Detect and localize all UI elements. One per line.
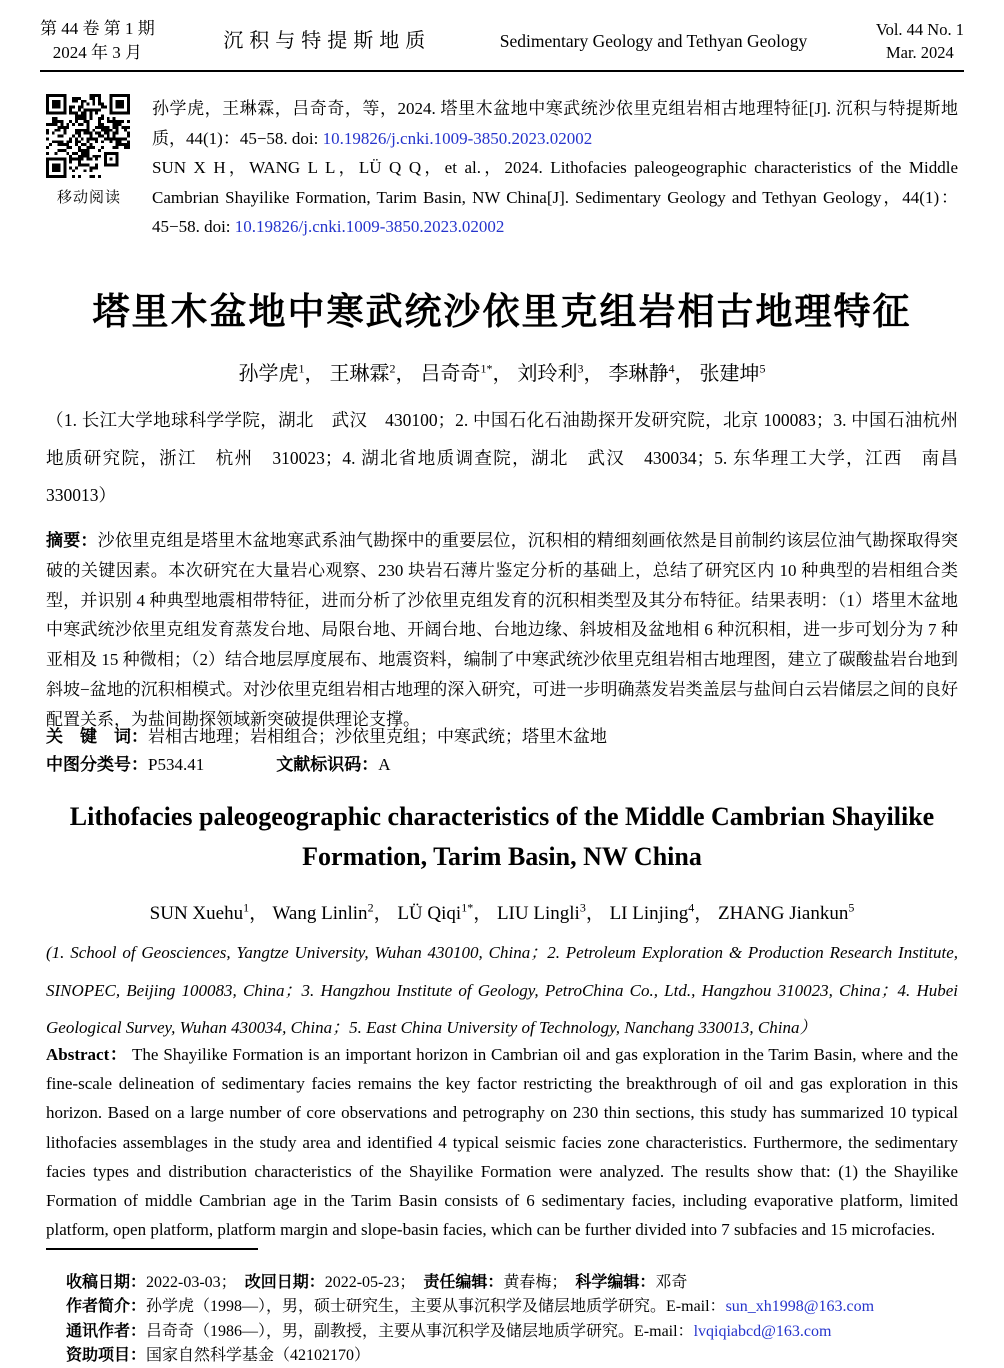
author-en bbox=[272, 900, 393, 924]
author-sup: 1 bbox=[243, 900, 250, 915]
footnote-block bbox=[66, 1271, 958, 1368]
author-cn bbox=[609, 363, 695, 385]
authors-line-cn bbox=[0, 357, 1004, 386]
author-sup: 4 bbox=[688, 900, 695, 915]
paper-title-cn: 塔里木盆地中寒武统沙依里克组岩相古地理特征 bbox=[92, 291, 912, 332]
science-editor-label: 科学编辑： bbox=[575, 1274, 656, 1291]
author-en bbox=[496, 900, 605, 924]
clc-value: P534.41 bbox=[148, 755, 205, 774]
keywords-text-cn: 岩相古地理；岩相组合；沙依里克组；中寒武统；塔里木盆地 bbox=[148, 727, 607, 746]
author-name: 王琳霖 bbox=[329, 363, 390, 385]
received-label: 收稿日期： bbox=[66, 1274, 147, 1291]
author-sup: 3 bbox=[579, 900, 586, 915]
citation-text bbox=[152, 94, 958, 242]
affiliations-en: (1. School of Geosciences, Yangtze University, Wuhan 430100, China；2. Petroleum Exploration & Production Research Institute, SINOPEC, Beijing 100083, China；3. Hangzhou Institute of Geology, PetroChina Co., Ltd., Hangzhou 310023, China；4. Hubei Geological Survey, Wuhan 430034, China；5. East China University of Technology, Nanchang 330013, China） bbox=[46, 943, 958, 1037]
bio-email-link[interactable]: sun_xh1998@163.com bbox=[725, 1298, 875, 1316]
citation-en-doi-link[interactable]: 10.19826/j.cnki.1009-3850.2023.02002 bbox=[234, 217, 505, 236]
author-name: 李琳静 bbox=[608, 363, 669, 385]
author-name: LÜ Qiqi bbox=[397, 903, 462, 924]
author-cn bbox=[421, 363, 513, 385]
author-name: Wang Linlin bbox=[272, 903, 368, 924]
author-name: 刘玲利 bbox=[517, 363, 578, 385]
editor-name: 黄春梅； bbox=[503, 1274, 568, 1291]
authors-line-en bbox=[0, 898, 1004, 925]
citation-cn-doi-link[interactable]: 10.19826/j.cnki.1009-3850.2023.02002 bbox=[322, 128, 593, 148]
author-en bbox=[717, 900, 855, 924]
author-name: 孙学虎 bbox=[238, 363, 299, 385]
science-editor-name: 邓奇 bbox=[655, 1274, 688, 1291]
keywords-label-cn: 关 键 词： bbox=[46, 727, 148, 746]
abstract-label-cn: 摘要： bbox=[46, 531, 98, 550]
clc-line bbox=[46, 750, 958, 775]
author-cn bbox=[700, 363, 766, 385]
corresponding-label: 通讯作者： bbox=[66, 1322, 147, 1340]
citation-block bbox=[46, 94, 958, 242]
author-name: LI Linjing bbox=[609, 903, 689, 924]
volume-issue-cn: 第 44 卷 第 1 期 bbox=[40, 19, 155, 38]
author-sup: 1 bbox=[298, 361, 305, 376]
abstract-text-en: The Shayilike Formation is an important horizon in Cambrian oil and gas exploration in the Tarim Basin, where and the fine-scale delineation of sedimentary facies remains the key factor restricting the breakthrough of oil and gas exploration in this horizon. Based on a large number of core observations and petrography on 230 thin sections, this study has summarized 10 typical lithofacies assemblages in the study area and identified 4 typical seismic facies zone characteristics. Furthermore, the sedimentary facies types and distribution characteristics of the Shayilike Formation were analyzed. The results show that: (1) the Shayilike Formation of middle Cambrian age in the Tarim Basin consists of 6 sedimentary facies, including evaporative platform, limited platform, open platform, platform margin and slope-basin facies, which can be further divided into 7 subfacies and 15 microfacies. bbox=[46, 1045, 958, 1240]
journal-name-en: Sedimentary Geology and Tethyan Geology bbox=[499, 31, 808, 51]
bio-label: 作者简介： bbox=[66, 1298, 147, 1316]
abstract-text-cn: 沙依里克组是塔里木盆地寒武系油气勘探中的重要层位，沉积相的精细刻画依然是目前制约该层位油气勘探取得突破的关键因素。本次研究在大量岩心观察、230 块岩石薄片鉴定分析的基础上，总结了研究区内 10 种典型的岩相组合类型，并识别 4 种典型地震相带特征，进而分析了沙依里克组发育的沉积相类型及其分布特征。结果表明：（1）塔里木盆地中寒武统沙依里克组发育蒸发台地、局限台地、开阔台地、台地边缘、斜坡相及盆地相 6 种沉积相，进一步可划分为 7 种亚相及 15 种微相；（2）结合地层厚度展布、地震资料，编制了中寒武统沙依里克组岩相古地理图，建立了碳酸盐岩台地到斜坡−盆地的沉积相模式。对沙依里克组岩相古地理的深入研究，可进一步明确蒸发岩类盖层与盐间白云岩储层之间的良好配置关系，为盐间勘探领域新突破提供理论支撑。 bbox=[46, 531, 959, 729]
author-name: LIU Lingli bbox=[496, 903, 580, 924]
qr-label: 移动阅读 bbox=[56, 190, 121, 206]
author-sep: ， bbox=[473, 903, 493, 924]
author-en bbox=[397, 900, 493, 924]
author-sep: ， bbox=[694, 903, 714, 924]
journal-header bbox=[40, 12, 964, 72]
author-name: SUN Xuehu bbox=[149, 903, 244, 924]
author-sep: ， bbox=[585, 903, 605, 924]
footnote-dates-line bbox=[66, 1271, 958, 1295]
revised-date: 2022-05-23； bbox=[324, 1274, 416, 1291]
header-volume-en bbox=[876, 18, 964, 64]
doc-code-value: A bbox=[378, 755, 391, 774]
clc-label: 中图分类号： bbox=[46, 755, 148, 774]
abstract-label-en: Abstract： bbox=[46, 1045, 128, 1064]
abstract-cn bbox=[46, 526, 958, 735]
corresponding-text: 吕奇奇（1986—），男，副教授，主要从事沉积学及储层地质学研究。E-mail： bbox=[146, 1322, 694, 1340]
author-sup: 2 bbox=[389, 361, 396, 376]
date-cn: 2024 年 3 月 bbox=[52, 43, 142, 62]
author-en bbox=[149, 900, 269, 924]
author-sep: ， bbox=[395, 363, 416, 385]
revised-label: 改回日期： bbox=[244, 1274, 325, 1291]
author-sep: ， bbox=[583, 363, 604, 385]
author-name: 张建坤 bbox=[699, 363, 760, 385]
date-en: Mar. 2024 bbox=[885, 43, 954, 62]
qr-code-box bbox=[46, 94, 130, 178]
author-sup: 2 bbox=[367, 900, 374, 915]
author-sup: 1* bbox=[480, 361, 493, 376]
citation-cn-text: 孙学虎，王琳霖，吕奇奇，等，2024. 塔里木盆地中寒武统沙依里克组岩相古地理特征[J]. 沉积与特提斯地质，44(1)：45−58. doi: bbox=[152, 99, 958, 148]
footnote-divider bbox=[46, 1248, 258, 1250]
bio-text: 孙学虎（1998—），男，硕士研究生，主要从事沉积学及储层地质学研究。E-mail： bbox=[146, 1298, 726, 1316]
author-cn bbox=[239, 363, 325, 385]
qr-column bbox=[46, 94, 132, 242]
abstract-en bbox=[46, 1040, 958, 1244]
footnote-bio-line bbox=[66, 1295, 958, 1319]
corresponding-email-link[interactable]: lvqiqiabcd@163.com bbox=[693, 1322, 832, 1340]
header-volume-cn bbox=[40, 17, 155, 65]
author-name: ZHANG Jiankun bbox=[717, 903, 849, 924]
volume-issue-en: Vol. 44 No. 1 bbox=[875, 20, 964, 39]
footnote-fund-line bbox=[66, 1344, 958, 1368]
keywords-cn bbox=[46, 722, 958, 747]
author-name: 吕奇奇 bbox=[420, 363, 481, 385]
footnote-corresponding-line bbox=[66, 1320, 958, 1344]
author-sup: 3 bbox=[577, 361, 584, 376]
editor-label: 责任编辑： bbox=[423, 1274, 504, 1291]
author-sep: ， bbox=[249, 903, 269, 924]
affiliations-cn: （1. 长江大学地球科学学院，湖北 武汉 430100；2. 中国石化石油勘探开发研究院，北京 100083；3. 中国石油杭州地质研究院，浙江 杭州 310023；4. 湖北省地质调查院，湖北 武汉 430034；5. 东华理工大学，江西 南昌 330013） bbox=[46, 410, 976, 505]
author-cn bbox=[518, 363, 604, 385]
doc-code-label: 文献标识码： bbox=[276, 755, 379, 774]
author-sup: 1* bbox=[461, 900, 474, 915]
author-cn bbox=[330, 363, 416, 385]
author-sup: 4 bbox=[668, 361, 675, 376]
author-sep: ， bbox=[373, 903, 393, 924]
author-sep: ， bbox=[674, 363, 695, 385]
author-sep: ， bbox=[492, 363, 513, 385]
author-en bbox=[609, 900, 714, 924]
author-sup: 5 bbox=[848, 900, 855, 915]
citation-en-text: SUN X H，WANG L L，LÜ Q Q，et al.，2024. Lithofacies paleogeographic characteristics of the Middle Cambrian Shayilike Formation, Tarim Basin, NW China[J]. Sedimentary Geology and Tethyan Geology，44(1)：45−58. doi: bbox=[152, 158, 958, 236]
received-date: 2022-03-03； bbox=[146, 1274, 237, 1291]
journal-name-cn: 沉积与特提斯地质 bbox=[223, 30, 432, 52]
fund-label: 资助项目： bbox=[66, 1346, 147, 1364]
paper-title-en: Lithofacies paleogeographic characteristics of the Middle Cambrian Shayilike Formation, Tarim Basin, NW China bbox=[69, 802, 935, 871]
author-sep: ， bbox=[304, 363, 325, 385]
author-sup: 5 bbox=[759, 361, 766, 376]
qr-code-image bbox=[46, 94, 130, 178]
fund-text: 国家自然科学基金（42102170） bbox=[146, 1346, 371, 1364]
